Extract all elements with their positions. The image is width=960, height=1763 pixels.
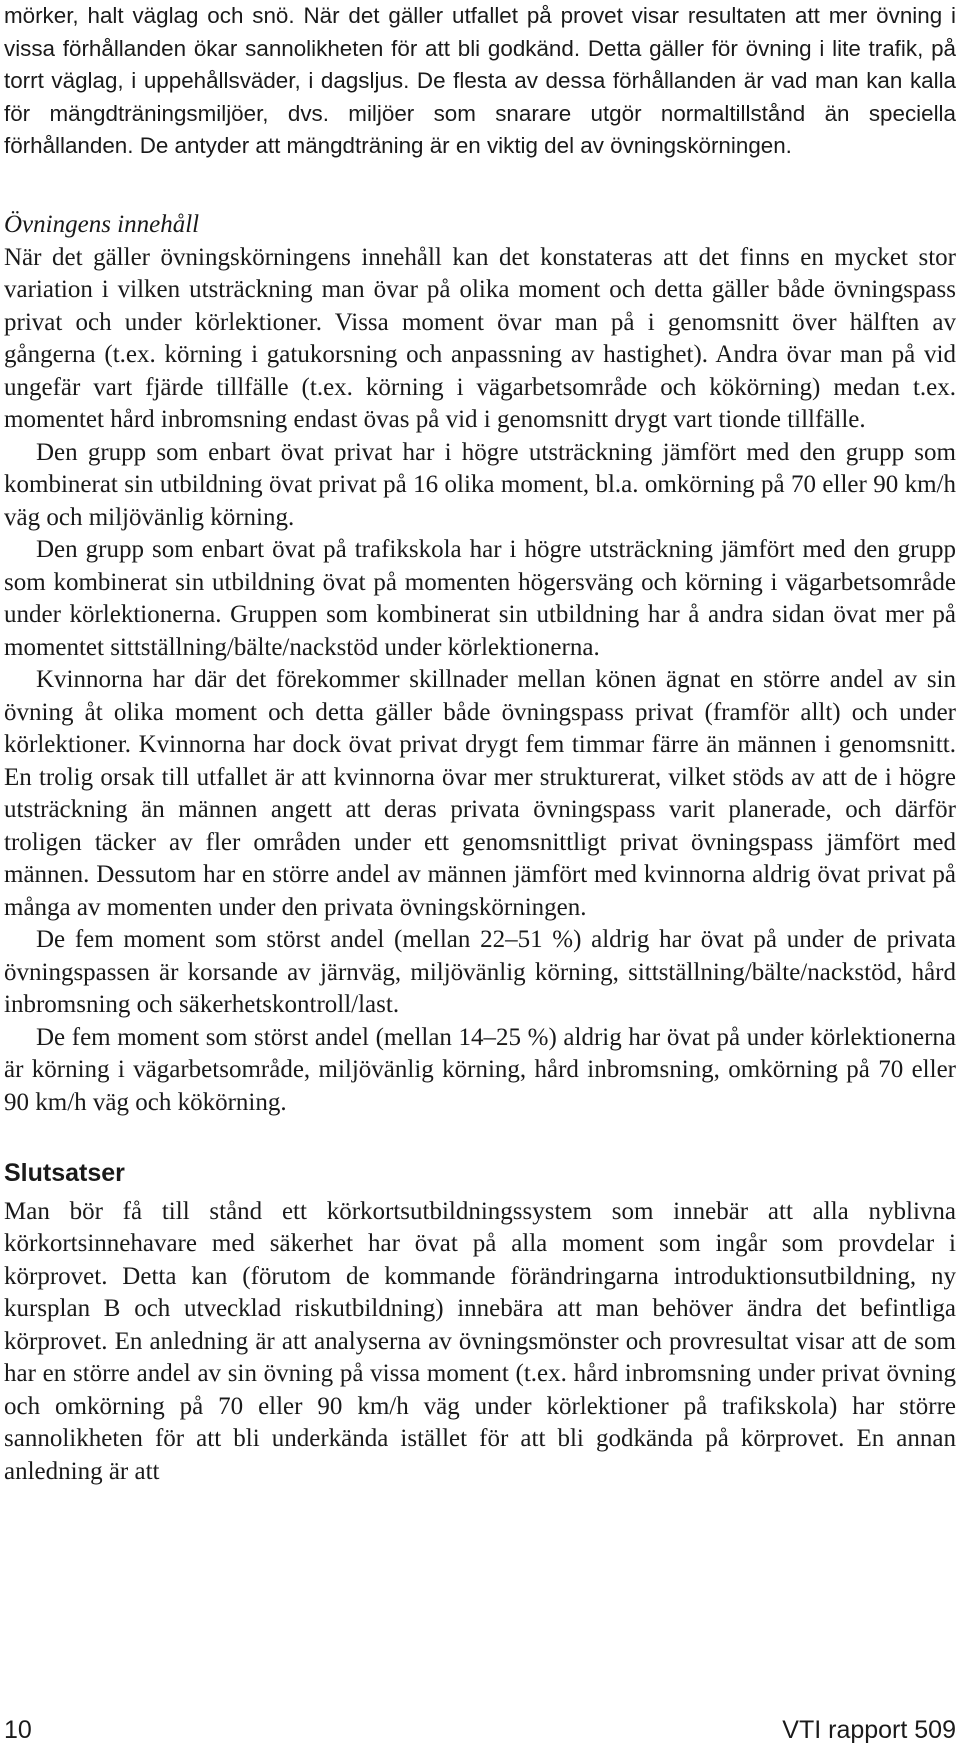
- paragraph: Man bör få till stånd ett körkortsutbildningssystem som innebär att alla nyblivna körkortsinnehavare med säkerhet har övat på alla moment som ingår som provdelar i körprovet. Detta kan (förutom de kommande förändringarna introduktionsutbildning, ny kursplan B och utvecklad riskutbildning) innebära att man behöver ändra det befintliga körprovet. En anledning är att analyserna av övningsmönster och provresultat visar att de som har en större andel av sin övning på vissa moment (t.ex. hård inbromsning under privat övning och omkörning på 70 eller 90 km/h väg under körlektioner på trafikskola) har större sannolikheten för att bli underkända istället för att bli godkända på körprovet. En annan anledning är att: [4, 1197, 956, 1485]
- document-page: [4, 0, 956, 1763]
- section-heading-slutsatser: Slutsatser: [4, 1159, 125, 1187]
- section-slutsatser: [4, 1157, 956, 1488]
- paragraph: När det gäller övningskörningens innehåll kan det konstateras att det finns en mycket stor variation i vilken utsträckning man övar på olika moment och detta gäller både övningspass privat och under körlektioner. Vissa moment övar man på i genomsnitt över hälften av gångerna (t.ex. körning i gatukorsning och anpassning av hastighet). Andra övar man på vid ungefär vart fjärde tillfälle (t.ex. körning i vägarbetsområde och kökörning) medan t.ex. momentet hård inbromsning endast övas på vid i genomsnitt drygt vart tionde tillfälle.: [4, 243, 956, 433]
- intro-paragraph: mörker, halt väglag och snö. När det gäller utfallet på provet visar resultaten att mer övning i vissa förhållanden ökar sannolikheten för att bli godkänd. Detta gäller för övning i lite trafik, på torrt väglag, i uppehållsväder, i dagsljus. De flesta av dessa förhållanden är vad man kan kalla för mängdträningsmiljöer, dvs. miljöer som snarare utgör normaltillstånd än speciella förhållanden. De antyder att mängdträning är en viktig del av övningskörningen.: [4, 3, 956, 158]
- page-number: 10: [4, 1716, 32, 1744]
- paragraph: De fem moment som störst andel (mellan 22–51 %) aldrig har övat på under de privata övningspassen är korsande av järnväg, miljövänlig körning, sittställning/bälte/nackstöd, hård inbromsning och säkerhetskontroll/last.: [4, 926, 956, 1018]
- paragraph: Den grupp som enbart övat på trafikskola har i högre utsträckning jämfört med den grupp som kombinerat sin utbildning övat på momenten högersväng och körning i vägarbetsområde under körlektionerna. Gruppen som kombinerat sin utbildning har å andra sidan övat mer på momentet sittställning/bälte/nackstöd under körlektionerna.: [4, 536, 956, 661]
- section-ovningens-innehall: [4, 209, 956, 1119]
- report-label: VTI rapport 509: [782, 1716, 956, 1744]
- section-heading-ovning: Övningens innehåll: [4, 211, 200, 238]
- paragraph: De fem moment som störst andel (mellan 14–25 %) aldrig har övat på under körlektionerna är körning i vägarbetsområde, miljövänlig körning, hård inbromsning, omkörning på 70 eller 90 km/h väg och kökörning.: [4, 1023, 956, 1116]
- page-footer: [4, 1716, 956, 1752]
- paragraph: Den grupp som enbart övat privat har i högre utsträckning jämfört med den grupp som kombinerat sin utbildning övat privat på 16 olika moment, bl.a. omkörning på 70 eller 90 km/h väg och miljövänlig körning.: [4, 438, 956, 531]
- paragraph: Kvinnorna har där det förekommer skillnader mellan könen ägnat en större andel av sin övning åt olika moment och detta gäller både övningspass privat (framför allt) och under körlektioner. Kvinnorna har dock övat privat drygt fem timmar färre än männen i genomsnitt. En trolig orsak till utfallet är att kvinnorna övar mer strukturerat, vilket stöds av att de i högre utsträckning än männen angett att deras privata övningspass varit planerade, och därför troligen täcker av fler områden under ett genomsnittligt privat övningspass jämfört med männen. Dessutom har en större andel av männen jämfört med kvinnorna aldrig övat privat på många av momenten under den privata övningskörningen.: [4, 666, 956, 921]
